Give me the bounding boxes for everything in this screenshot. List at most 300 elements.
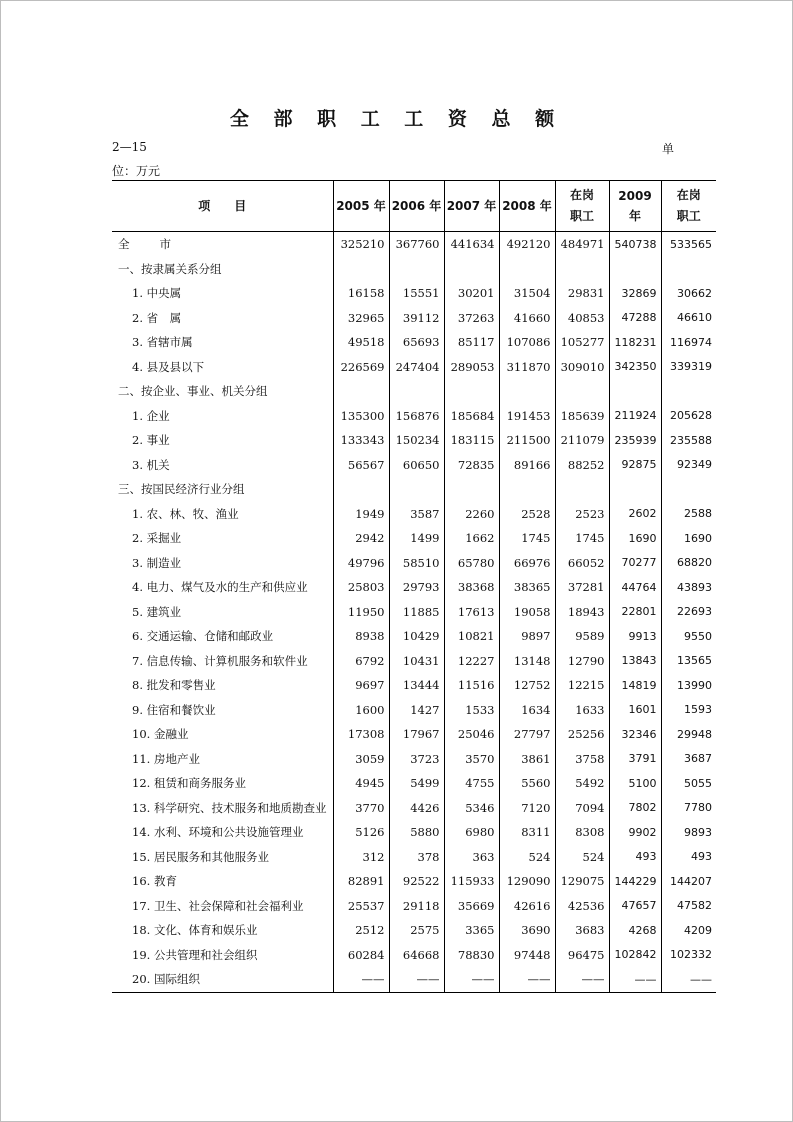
value-cell: 1745: [499, 526, 555, 551]
value-cell: 9913: [609, 624, 661, 649]
value-cell: 144229: [609, 869, 661, 894]
row-label: 20. 国际组织: [112, 967, 333, 992]
value-cell: 2942: [333, 526, 389, 551]
value-cell: 25046: [444, 722, 499, 747]
value-cell: 12790: [555, 649, 609, 674]
value-cell: 524: [499, 845, 555, 870]
value-cell: 289053: [444, 355, 499, 380]
value-cell: 339319: [661, 355, 716, 380]
value-cell: 43893: [661, 575, 716, 600]
value-cell: 11950: [333, 600, 389, 625]
value-cell: 11885: [389, 600, 444, 625]
value-cell: 9902: [609, 820, 661, 845]
value-cell: 3683: [555, 918, 609, 943]
value-cell: 14819: [609, 673, 661, 698]
value-cell: 183115: [444, 428, 499, 453]
value-cell: 533565: [661, 232, 716, 257]
value-cell: ——: [555, 967, 609, 992]
header-2008: [499, 181, 555, 232]
value-cell: [499, 477, 555, 502]
value-cell: 540738: [609, 232, 661, 257]
value-cell: 135300: [333, 404, 389, 429]
table-row: [112, 869, 716, 894]
value-cell: 484971: [555, 232, 609, 257]
value-cell: 10429: [389, 624, 444, 649]
value-cell: 13990: [661, 673, 716, 698]
row-label: 19. 公共管理和社会组织: [132, 947, 258, 962]
value-cell: [499, 379, 555, 404]
value-cell: 66976: [499, 551, 555, 576]
value-cell: ——: [389, 967, 444, 992]
value-cell: 3570: [444, 747, 499, 772]
table-row: [112, 967, 716, 992]
value-cell: 5055: [661, 771, 716, 796]
row-label: 2. 事业: [132, 433, 170, 448]
value-cell: 3687: [661, 747, 716, 772]
header-2005: [333, 181, 389, 232]
value-cell: 133343: [333, 428, 389, 453]
value-cell: 2575: [389, 918, 444, 943]
value-cell: [389, 257, 444, 282]
value-cell: 29118: [389, 894, 444, 919]
value-cell: 30662: [661, 281, 716, 306]
value-cell: 42536: [555, 894, 609, 919]
header-2006: [389, 181, 444, 232]
value-cell: 25537: [333, 894, 389, 919]
table-row: [112, 820, 716, 845]
value-cell: 3723: [389, 747, 444, 772]
row-label: 8. 批发和零售业: [132, 678, 216, 693]
value-cell: 211079: [555, 428, 609, 453]
value-cell: 1427: [389, 698, 444, 723]
value-cell: [444, 379, 499, 404]
value-cell: 1593: [661, 698, 716, 723]
value-cell: 17967: [389, 722, 444, 747]
value-cell: 41660: [499, 306, 555, 331]
value-cell: 3365: [444, 918, 499, 943]
value-cell: 49518: [333, 330, 389, 355]
table-row: [112, 649, 716, 674]
value-cell: 185639: [555, 404, 609, 429]
value-cell: 30201: [444, 281, 499, 306]
table-row: [112, 404, 716, 429]
row-label: 4. 电力、煤气及水的生产和供应业: [132, 580, 308, 595]
table-row: [112, 747, 716, 772]
value-cell: 12752: [499, 673, 555, 698]
value-cell: 13565: [661, 649, 716, 674]
value-cell: 89166: [499, 453, 555, 478]
value-cell: 29948: [661, 722, 716, 747]
table-row: [112, 698, 716, 723]
value-cell: 96475: [555, 943, 609, 968]
value-cell: 191453: [499, 404, 555, 429]
value-cell: 3770: [333, 796, 389, 821]
value-cell: 9893: [661, 820, 716, 845]
value-cell: 68820: [661, 551, 716, 576]
value-cell: 1601: [609, 698, 661, 723]
value-cell: 47288: [609, 306, 661, 331]
value-cell: 35669: [444, 894, 499, 919]
value-cell: 378: [389, 845, 444, 870]
value-cell: 70277: [609, 551, 661, 576]
value-cell: 3758: [555, 747, 609, 772]
value-cell: 363: [444, 845, 499, 870]
row-label: 二、按企业、事业、机关分组: [118, 384, 268, 399]
value-cell: 5880: [389, 820, 444, 845]
value-cell: 12227: [444, 649, 499, 674]
value-cell: 64668: [389, 943, 444, 968]
value-cell: 211924: [609, 404, 661, 429]
header-2008-on-post: [555, 181, 609, 232]
header-2009-on-post: [661, 181, 716, 232]
row-label: 18. 文化、体育和娱乐业: [132, 923, 258, 938]
row-label: 12. 租赁和商务服务业: [132, 776, 246, 791]
value-cell: 13148: [499, 649, 555, 674]
value-cell: 15551: [389, 281, 444, 306]
value-cell: 107086: [499, 330, 555, 355]
value-cell: 9697: [333, 673, 389, 698]
value-cell: 6980: [444, 820, 499, 845]
value-cell: 58510: [389, 551, 444, 576]
value-cell: [555, 477, 609, 502]
row-label: 2. 省 属: [132, 310, 182, 325]
value-cell: [444, 477, 499, 502]
value-cell: 312: [333, 845, 389, 870]
value-cell: [389, 477, 444, 502]
value-cell: 247404: [389, 355, 444, 380]
value-cell: 9550: [661, 624, 716, 649]
value-cell: 11516: [444, 673, 499, 698]
value-cell: 309010: [555, 355, 609, 380]
table-row: [112, 232, 716, 257]
row-label: 16. 教育: [132, 874, 177, 889]
value-cell: 325210: [333, 232, 389, 257]
value-cell: 115933: [444, 869, 499, 894]
value-cell: ——: [444, 967, 499, 992]
value-cell: [609, 257, 661, 282]
value-cell: 38368: [444, 575, 499, 600]
value-cell: 60284: [333, 943, 389, 968]
value-cell: [661, 257, 716, 282]
row-label: 1. 中央属: [132, 286, 182, 301]
value-cell: 17613: [444, 600, 499, 625]
wage-table: [112, 180, 716, 993]
value-cell: 3861: [499, 747, 555, 772]
value-cell: 82891: [333, 869, 389, 894]
value-cell: 49796: [333, 551, 389, 576]
value-cell: 37263: [444, 306, 499, 331]
table-row: [112, 943, 716, 968]
value-cell: 65780: [444, 551, 499, 576]
value-cell: 66052: [555, 551, 609, 576]
table-row: [112, 551, 716, 576]
table-row: [112, 894, 716, 919]
table-row: [112, 845, 716, 870]
value-cell: 129090: [499, 869, 555, 894]
value-cell: 25803: [333, 575, 389, 600]
header-2007: [444, 181, 499, 232]
row-label: 4. 县及县以下: [132, 359, 205, 374]
value-cell: 144207: [661, 869, 716, 894]
value-cell: 18943: [555, 600, 609, 625]
value-cell: 25256: [555, 722, 609, 747]
row-label: 7. 信息传输、计算机服务和软件业: [132, 653, 308, 668]
table-row: [112, 428, 716, 453]
value-cell: 3059: [333, 747, 389, 772]
value-cell: 27797: [499, 722, 555, 747]
table-number: 2—15: [112, 140, 147, 154]
value-cell: 5126: [333, 820, 389, 845]
value-cell: 2523: [555, 502, 609, 527]
table-row: [112, 918, 716, 943]
value-cell: 3690: [499, 918, 555, 943]
value-cell: [661, 379, 716, 404]
table-row: [112, 673, 716, 698]
value-cell: 235939: [609, 428, 661, 453]
header-item: [112, 181, 333, 232]
value-cell: 10821: [444, 624, 499, 649]
row-label: 3. 制造业: [132, 555, 182, 570]
header-row: [112, 181, 716, 232]
value-cell: [609, 379, 661, 404]
value-cell: 16158: [333, 281, 389, 306]
table-row: [112, 477, 716, 502]
value-cell: 7094: [555, 796, 609, 821]
value-cell: 56567: [333, 453, 389, 478]
value-cell: 92875: [609, 453, 661, 478]
value-cell: 9589: [555, 624, 609, 649]
row-label: 6. 交通运输、仓储和邮政业: [132, 629, 274, 644]
value-cell: 2588: [661, 502, 716, 527]
value-cell: [609, 477, 661, 502]
value-cell: 88252: [555, 453, 609, 478]
value-cell: 8938: [333, 624, 389, 649]
table-row: [112, 502, 716, 527]
value-cell: 492120: [499, 232, 555, 257]
table-row: [112, 796, 716, 821]
value-cell: 342350: [609, 355, 661, 380]
value-cell: 60650: [389, 453, 444, 478]
value-cell: 29831: [555, 281, 609, 306]
header-text: 在岗: [676, 188, 701, 202]
value-cell: 1634: [499, 698, 555, 723]
value-cell: 6792: [333, 649, 389, 674]
value-cell: 5499: [389, 771, 444, 796]
row-label: 14. 水利、环境和公共设施管理业: [132, 825, 304, 840]
value-cell: 205628: [661, 404, 716, 429]
value-cell: 118231: [609, 330, 661, 355]
value-cell: 493: [609, 845, 661, 870]
table-row: [112, 379, 716, 404]
value-cell: 31504: [499, 281, 555, 306]
value-cell: 367760: [389, 232, 444, 257]
table-row: [112, 624, 716, 649]
value-cell: 40853: [555, 306, 609, 331]
row-label: 15. 居民服务和其他服务业: [132, 849, 269, 864]
value-cell: ——: [661, 967, 716, 992]
row-label: 3. 省辖市属: [132, 335, 193, 350]
value-cell: 8311: [499, 820, 555, 845]
row-label: 13. 科学研究、技术服务和地质勘查业: [132, 800, 327, 815]
value-cell: 4945: [333, 771, 389, 796]
value-cell: [333, 477, 389, 502]
value-cell: 226569: [333, 355, 389, 380]
value-cell: 235588: [661, 428, 716, 453]
value-cell: 4755: [444, 771, 499, 796]
value-cell: 13843: [609, 649, 661, 674]
value-cell: 105277: [555, 330, 609, 355]
row-label: 全市: [118, 237, 201, 252]
value-cell: 42616: [499, 894, 555, 919]
row-label: 11. 房地产业: [132, 751, 200, 766]
unit-label-part2: 位：万元: [112, 164, 161, 178]
header-text: 2008 年: [502, 198, 552, 213]
header-text: 年: [628, 209, 641, 223]
header-text: 职工: [569, 209, 594, 223]
value-cell: 493: [661, 845, 716, 870]
value-cell: 129075: [555, 869, 609, 894]
value-cell: 1949: [333, 502, 389, 527]
value-cell: ——: [609, 967, 661, 992]
row-label: 三、按国民经济行业分组: [118, 482, 245, 497]
header-text: 在岗: [569, 188, 594, 202]
page-title: 全 部 职 工 工 资 总 额: [229, 108, 564, 130]
row-label: 9. 住宿和餐饮业: [132, 702, 216, 717]
table-row: [112, 453, 716, 478]
value-cell: 5100: [609, 771, 661, 796]
value-cell: 92522: [389, 869, 444, 894]
table-row: [112, 330, 716, 355]
row-label: 1. 农、林、牧、渔业: [132, 506, 239, 521]
value-cell: 32346: [609, 722, 661, 747]
value-cell: 78830: [444, 943, 499, 968]
value-cell: 8308: [555, 820, 609, 845]
value-cell: 524: [555, 845, 609, 870]
value-cell: 47582: [661, 894, 716, 919]
header-text: 2005 年: [336, 198, 386, 213]
value-cell: [661, 477, 716, 502]
value-cell: 22693: [661, 600, 716, 625]
value-cell: 46610: [661, 306, 716, 331]
value-cell: 17308: [333, 722, 389, 747]
header-text: 职工: [676, 209, 701, 223]
row-label: 一、按隶属关系分组: [118, 261, 222, 276]
table-row: [112, 526, 716, 551]
row-label: 10. 金融业: [132, 727, 189, 742]
value-cell: 1600: [333, 698, 389, 723]
value-cell: 37281: [555, 575, 609, 600]
value-cell: 102842: [609, 943, 661, 968]
table-row: [112, 257, 716, 282]
table-row: [112, 600, 716, 625]
value-cell: [444, 257, 499, 282]
value-cell: 441634: [444, 232, 499, 257]
value-cell: 4426: [389, 796, 444, 821]
value-cell: 7120: [499, 796, 555, 821]
value-cell: 3791: [609, 747, 661, 772]
table-row: [112, 722, 716, 747]
value-cell: 22801: [609, 600, 661, 625]
value-cell: 2528: [499, 502, 555, 527]
value-cell: [333, 257, 389, 282]
value-cell: [499, 257, 555, 282]
unit-label-part1: 单: [662, 142, 675, 156]
value-cell: 32965: [333, 306, 389, 331]
value-cell: [333, 379, 389, 404]
value-cell: 5560: [499, 771, 555, 796]
row-label: 2. 采掘业: [132, 531, 182, 546]
value-cell: 156876: [389, 404, 444, 429]
value-cell: [555, 379, 609, 404]
value-cell: 72835: [444, 453, 499, 478]
value-cell: [555, 257, 609, 282]
value-cell: 1533: [444, 698, 499, 723]
value-cell: 19058: [499, 600, 555, 625]
value-cell: 7802: [609, 796, 661, 821]
header-text: 2006 年: [391, 198, 442, 213]
value-cell: ——: [333, 967, 389, 992]
value-cell: 47657: [609, 894, 661, 919]
value-cell: 29793: [389, 575, 444, 600]
value-cell: 2602: [609, 502, 661, 527]
row-label: 17. 卫生、社会保障和社会福利业: [132, 898, 304, 913]
value-cell: 102332: [661, 943, 716, 968]
table-row: [112, 771, 716, 796]
value-cell: 2260: [444, 502, 499, 527]
row-label: 5. 建筑业: [132, 604, 182, 619]
value-cell: 92349: [661, 453, 716, 478]
value-cell: 13444: [389, 673, 444, 698]
value-cell: 1662: [444, 526, 499, 551]
table-row: [112, 575, 716, 600]
value-cell: 9897: [499, 624, 555, 649]
header-text: 2009: [618, 189, 652, 203]
value-cell: 1499: [389, 526, 444, 551]
value-cell: 1745: [555, 526, 609, 551]
value-cell: 3587: [389, 502, 444, 527]
row-label: 1. 企业: [132, 408, 170, 423]
header-text: 项 目: [198, 198, 247, 213]
table-row: [112, 355, 716, 380]
value-cell: 2512: [333, 918, 389, 943]
value-cell: 150234: [389, 428, 444, 453]
value-cell: 44764: [609, 575, 661, 600]
header-2009: [609, 181, 661, 232]
value-cell: 116974: [661, 330, 716, 355]
value-cell: [389, 379, 444, 404]
value-cell: 97448: [499, 943, 555, 968]
header-text: 2007 年: [446, 198, 497, 213]
value-cell: 4209: [661, 918, 716, 943]
value-cell: 39112: [389, 306, 444, 331]
value-cell: 38365: [499, 575, 555, 600]
value-cell: 65693: [389, 330, 444, 355]
value-cell: 311870: [499, 355, 555, 380]
value-cell: 12215: [555, 673, 609, 698]
value-cell: 1633: [555, 698, 609, 723]
value-cell: 1690: [609, 526, 661, 551]
value-cell: 5492: [555, 771, 609, 796]
value-cell: 4268: [609, 918, 661, 943]
row-label: 3. 机关: [132, 457, 170, 472]
table-row: [112, 281, 716, 306]
value-cell: 211500: [499, 428, 555, 453]
value-cell: 1690: [661, 526, 716, 551]
value-cell: 5346: [444, 796, 499, 821]
table-row: [112, 306, 716, 331]
value-cell: 85117: [444, 330, 499, 355]
value-cell: 10431: [389, 649, 444, 674]
